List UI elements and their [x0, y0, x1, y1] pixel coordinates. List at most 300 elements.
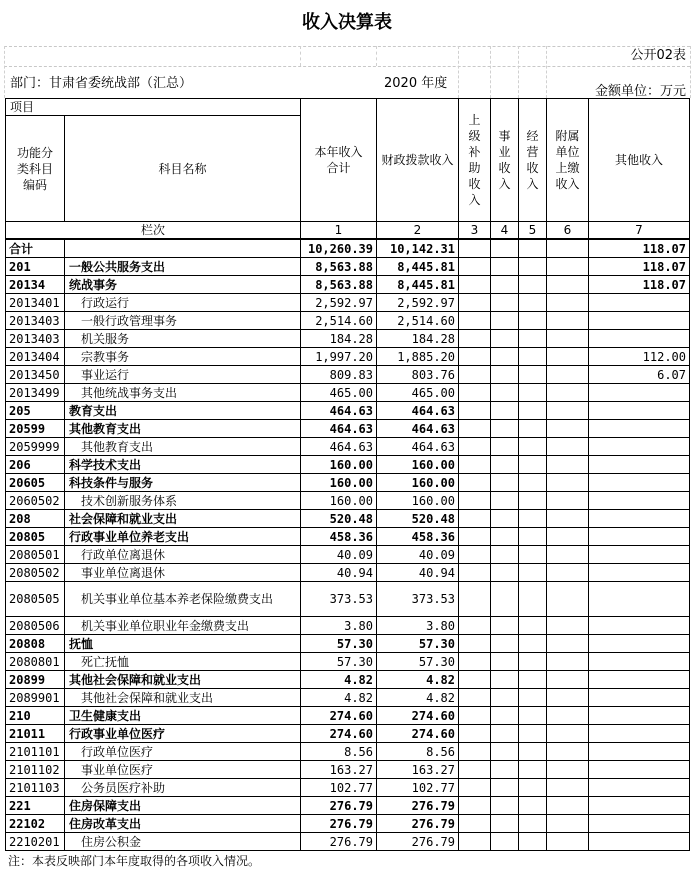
row-other: [589, 564, 690, 582]
row-name: 公务员医疗补助: [65, 779, 301, 797]
col-num: 2: [377, 222, 459, 239]
table-row: [6, 671, 690, 689]
row-business: [491, 348, 519, 366]
grid-line: [4, 46, 690, 47]
row-fiscal: 57.30: [377, 653, 459, 671]
row-name: 科技条件与服务: [65, 474, 301, 492]
table-row: [6, 348, 690, 366]
row-fiscal: 160.00: [377, 474, 459, 492]
row-business: [491, 312, 519, 330]
row-fiscal: 803.76: [377, 366, 459, 384]
row-business: [491, 294, 519, 312]
row-superior: [459, 402, 491, 420]
row-operating: [519, 797, 547, 815]
row-business: [491, 438, 519, 456]
row-name: 技术创新服务体系: [65, 492, 301, 510]
row-subsidiary: [547, 617, 589, 635]
row-name: 抚恤: [65, 635, 301, 653]
row-name: 一般公共服务支出: [65, 258, 301, 276]
row-business: [491, 635, 519, 653]
row-subsidiary: [547, 456, 589, 474]
table-row: [6, 779, 690, 797]
table-row: [6, 402, 690, 420]
row-income: 160.00: [301, 492, 377, 510]
col-num: 7: [589, 222, 690, 239]
row-other: [589, 492, 690, 510]
header-business: 事业收入: [491, 99, 519, 222]
row-fiscal: 464.63: [377, 438, 459, 456]
row-business: [491, 833, 519, 851]
row-subsidiary: [547, 258, 589, 276]
table-row: [6, 384, 690, 402]
row-operating: [519, 743, 547, 761]
row-code: 206: [6, 456, 65, 474]
row-other: [589, 438, 690, 456]
row-operating: [519, 240, 547, 258]
row-superior: [459, 474, 491, 492]
row-name: 其他教育支出: [65, 420, 301, 438]
row-name: 行政单位医疗: [65, 743, 301, 761]
row-fiscal: 2,514.60: [377, 312, 459, 330]
row-income: 373.53: [301, 582, 377, 617]
row-income: 8.56: [301, 743, 377, 761]
row-business: [491, 240, 519, 258]
row-operating: [519, 689, 547, 707]
row-income: 2,592.97: [301, 294, 377, 312]
row-code: 21011: [6, 725, 65, 743]
header-subsidiary: 附属单位上缴收入: [547, 99, 589, 222]
row-income: 276.79: [301, 833, 377, 851]
row-other: [589, 294, 690, 312]
row-business: [491, 779, 519, 797]
row-superior: [459, 564, 491, 582]
table-row: [6, 725, 690, 743]
row-superior: [459, 743, 491, 761]
row-fiscal: 1,885.20: [377, 348, 459, 366]
row-superior: [459, 635, 491, 653]
row-operating: [519, 635, 547, 653]
row-name: 宗教事务: [65, 348, 301, 366]
row-superior: [459, 653, 491, 671]
row-operating: [519, 833, 547, 851]
header-other: 其他收入: [589, 99, 690, 222]
row-operating: [519, 761, 547, 779]
row-subsidiary: [547, 761, 589, 779]
header-operating: 经营收入: [519, 99, 547, 222]
row-subsidiary: [547, 689, 589, 707]
row-superior: [459, 582, 491, 617]
row-superior: [459, 240, 491, 258]
row-income: 3.80: [301, 617, 377, 635]
row-business: [491, 456, 519, 474]
row-fiscal: 4.82: [377, 689, 459, 707]
row-code: 2101101: [6, 743, 65, 761]
row-superior: [459, 492, 491, 510]
row-name: 其他统战事务支出: [65, 384, 301, 402]
row-business: [491, 815, 519, 833]
row-code: 2060502: [6, 492, 65, 510]
row-operating: [519, 725, 547, 743]
row-code: 2013499: [6, 384, 65, 402]
row-other: [589, 312, 690, 330]
row-superior: [459, 617, 491, 635]
row-superior: [459, 779, 491, 797]
row-income: 40.09: [301, 546, 377, 564]
row-code: 2080506: [6, 617, 65, 635]
row-other: [589, 546, 690, 564]
row-code: 20605: [6, 474, 65, 492]
row-name: 其他社会保障和就业支出: [65, 671, 301, 689]
table-row: [6, 833, 690, 851]
row-subsidiary: [547, 492, 589, 510]
row-subsidiary: [547, 528, 589, 546]
row-fiscal: 276.79: [377, 815, 459, 833]
row-operating: [519, 653, 547, 671]
form-number: 公开02表: [630, 48, 686, 63]
row-operating: [519, 779, 547, 797]
row-other: [589, 653, 690, 671]
row-business: [491, 420, 519, 438]
row-fiscal: 464.63: [377, 402, 459, 420]
row-fiscal: 465.00: [377, 384, 459, 402]
row-fiscal: 464.63: [377, 420, 459, 438]
row-superior: [459, 312, 491, 330]
header-fiscal: 财政拨款收入: [377, 99, 459, 222]
row-business: [491, 510, 519, 528]
row-fiscal: 458.36: [377, 528, 459, 546]
header-name: 科目名称: [65, 116, 301, 222]
row-subsidiary: [547, 743, 589, 761]
table-row: [6, 456, 690, 474]
row-business: [491, 653, 519, 671]
grid-line: [376, 46, 377, 66]
row-other: [589, 402, 690, 420]
row-subsidiary: [547, 510, 589, 528]
row-other: 6.07: [589, 366, 690, 384]
row-other: [589, 384, 690, 402]
header-item: 项目: [6, 99, 301, 116]
row-fiscal: 57.30: [377, 635, 459, 653]
row-business: [491, 743, 519, 761]
row-income: 458.36: [301, 528, 377, 546]
col-num: 3: [459, 222, 491, 239]
row-code: 20599: [6, 420, 65, 438]
row-other: 112.00: [589, 348, 690, 366]
table-row: [6, 635, 690, 653]
row-subsidiary: [547, 815, 589, 833]
row-income: 4.82: [301, 671, 377, 689]
row-other: [589, 743, 690, 761]
grid-line: [490, 46, 491, 98]
row-business: [491, 276, 519, 294]
row-subsidiary: [547, 384, 589, 402]
row-fiscal: 4.82: [377, 671, 459, 689]
row-business: [491, 797, 519, 815]
row-fiscal: 8.56: [377, 743, 459, 761]
row-operating: [519, 366, 547, 384]
table-row: [6, 546, 690, 564]
row-superior: [459, 420, 491, 438]
row-subsidiary: [547, 240, 589, 258]
table-row: [6, 797, 690, 815]
row-business: [491, 258, 519, 276]
row-subsidiary: [547, 671, 589, 689]
row-subsidiary: [547, 564, 589, 582]
grid-line: [458, 46, 459, 98]
table-row: [6, 330, 690, 348]
row-code: 20134: [6, 276, 65, 294]
row-name: 一般行政管理事务: [65, 312, 301, 330]
row-business: [491, 330, 519, 348]
row-superior: [459, 546, 491, 564]
row-income: 1,997.20: [301, 348, 377, 366]
row-code: 210: [6, 707, 65, 725]
row-superior: [459, 528, 491, 546]
row-income: 276.79: [301, 815, 377, 833]
row-income: 464.63: [301, 438, 377, 456]
row-name: 其他社会保障和就业支出: [65, 689, 301, 707]
row-fiscal: 40.94: [377, 564, 459, 582]
grid-line: [4, 66, 690, 67]
footnote: 注：本表反映部门本年度取得的各项收入情况。: [8, 854, 261, 868]
row-superior: [459, 348, 491, 366]
row-code: 合计: [6, 240, 65, 258]
table-row: [6, 617, 690, 635]
row-superior: [459, 815, 491, 833]
row-income: 57.30: [301, 635, 377, 653]
row-other: [589, 510, 690, 528]
row-other: [589, 456, 690, 474]
table-row: [6, 528, 690, 546]
row-superior: [459, 294, 491, 312]
row-name: 死亡抚恤: [65, 653, 301, 671]
row-name: 科学技术支出: [65, 456, 301, 474]
row-code: 2013450: [6, 366, 65, 384]
row-fiscal: 274.60: [377, 707, 459, 725]
row-fiscal: 3.80: [377, 617, 459, 635]
row-superior: [459, 366, 491, 384]
row-other: [589, 707, 690, 725]
row-name: 住房改革支出: [65, 815, 301, 833]
row-operating: [519, 438, 547, 456]
row-subsidiary: [547, 707, 589, 725]
row-subsidiary: [547, 474, 589, 492]
row-income: 57.30: [301, 653, 377, 671]
table-row: [6, 582, 690, 617]
row-fiscal: 8,445.81: [377, 276, 459, 294]
row-operating: [519, 348, 547, 366]
row-name: 行政事业单位医疗: [65, 725, 301, 743]
table-row: [6, 240, 690, 258]
row-income: 10,260.39: [301, 240, 377, 258]
row-name: 行政单位离退休: [65, 546, 301, 564]
header-superior: 上级补助收入: [459, 99, 491, 222]
row-name: 住房公积金: [65, 833, 301, 851]
row-income: 2,514.60: [301, 312, 377, 330]
row-business: [491, 474, 519, 492]
row-fiscal: 160.00: [377, 456, 459, 474]
row-name: 机关事业单位职业年金缴费支出: [65, 617, 301, 635]
row-other: [589, 815, 690, 833]
row-operating: [519, 420, 547, 438]
row-code: 2013403: [6, 312, 65, 330]
row-business: [491, 546, 519, 564]
col-num: 5: [519, 222, 547, 239]
row-name: 卫生健康支出: [65, 707, 301, 725]
row-superior: [459, 330, 491, 348]
col-num: 1: [301, 222, 377, 239]
row-code: 20899: [6, 671, 65, 689]
row-name: 机关服务: [65, 330, 301, 348]
table-row: [6, 815, 690, 833]
row-subsidiary: [547, 833, 589, 851]
row-fiscal: 163.27: [377, 761, 459, 779]
row-fiscal: 102.77: [377, 779, 459, 797]
row-income: 184.28: [301, 330, 377, 348]
header-row-label: 栏次: [6, 222, 301, 239]
row-fiscal: 274.60: [377, 725, 459, 743]
grid-line: [546, 46, 547, 98]
row-name: 教育支出: [65, 402, 301, 420]
row-name: 事业单位医疗: [65, 761, 301, 779]
row-operating: [519, 671, 547, 689]
row-operating: [519, 456, 547, 474]
row-business: [491, 528, 519, 546]
row-business: [491, 707, 519, 725]
row-name: 事业单位离退休: [65, 564, 301, 582]
row-code: 2210201: [6, 833, 65, 851]
row-income: 8,563.88: [301, 258, 377, 276]
row-fiscal: 276.79: [377, 833, 459, 851]
row-subsidiary: [547, 653, 589, 671]
header-income-total: 本年收入合计: [301, 99, 377, 222]
row-fiscal: 40.09: [377, 546, 459, 564]
row-income: 163.27: [301, 761, 377, 779]
row-other: [589, 582, 690, 617]
table-row: [6, 438, 690, 456]
row-fiscal: 276.79: [377, 797, 459, 815]
report-title: 收入决算表: [302, 12, 392, 33]
row-other: [589, 779, 690, 797]
row-other: [589, 617, 690, 635]
row-operating: [519, 474, 547, 492]
row-code: 2101102: [6, 761, 65, 779]
grid-line: [518, 46, 519, 98]
row-subsidiary: [547, 402, 589, 420]
table-header: [5, 98, 690, 239]
row-income: 102.77: [301, 779, 377, 797]
row-operating: [519, 294, 547, 312]
row-other: [589, 761, 690, 779]
row-other: [589, 635, 690, 653]
row-name: 行政事业单位养老支出: [65, 528, 301, 546]
row-business: [491, 366, 519, 384]
row-superior: [459, 689, 491, 707]
table-row: [6, 743, 690, 761]
row-subsidiary: [547, 797, 589, 815]
row-subsidiary: [547, 635, 589, 653]
row-superior: [459, 276, 491, 294]
row-other: [589, 474, 690, 492]
row-other: 118.07: [589, 240, 690, 258]
row-code: 208: [6, 510, 65, 528]
table-row: [6, 707, 690, 725]
row-income: 464.63: [301, 402, 377, 420]
row-superior: [459, 258, 491, 276]
table-row: [6, 258, 690, 276]
row-superior: [459, 707, 491, 725]
row-operating: [519, 312, 547, 330]
row-operating: [519, 384, 547, 402]
table-row: [6, 366, 690, 384]
row-name: 其他教育支出: [65, 438, 301, 456]
row-operating: [519, 258, 547, 276]
row-code: 2080505: [6, 582, 65, 617]
row-name: 事业运行: [65, 366, 301, 384]
row-subsidiary: [547, 348, 589, 366]
row-name: 社会保障和就业支出: [65, 510, 301, 528]
row-fiscal: 10,142.31: [377, 240, 459, 258]
row-superior: [459, 510, 491, 528]
row-operating: [519, 564, 547, 582]
fiscal-year: 2020 年度: [384, 76, 448, 91]
col-num: 4: [491, 222, 519, 239]
row-subsidiary: [547, 438, 589, 456]
row-superior: [459, 438, 491, 456]
amount-unit: 金额单位：万元: [594, 84, 686, 99]
row-fiscal: 520.48: [377, 510, 459, 528]
row-code: 20808: [6, 635, 65, 653]
row-other: 118.07: [589, 276, 690, 294]
header-code: 功能分类科目编码: [6, 116, 65, 222]
row-operating: [519, 815, 547, 833]
row-code: 2080501: [6, 546, 65, 564]
table-row: [6, 761, 690, 779]
row-subsidiary: [547, 779, 589, 797]
department-label: 部门：甘肃省委统战部（汇总）: [10, 76, 193, 91]
row-code: 20805: [6, 528, 65, 546]
row-business: [491, 384, 519, 402]
table-row: [6, 510, 690, 528]
grid-line: [4, 46, 5, 98]
table-row: [6, 294, 690, 312]
table-row: [6, 689, 690, 707]
row-subsidiary: [547, 312, 589, 330]
row-income: 276.79: [301, 797, 377, 815]
row-other: 118.07: [589, 258, 690, 276]
row-superior: [459, 833, 491, 851]
row-code: 2013404: [6, 348, 65, 366]
row-income: 274.60: [301, 725, 377, 743]
row-fiscal: 160.00: [377, 492, 459, 510]
row-superior: [459, 725, 491, 743]
row-other: [589, 671, 690, 689]
row-income: 8,563.88: [301, 276, 377, 294]
col-num: 6: [547, 222, 589, 239]
row-other: [589, 330, 690, 348]
row-name: 统战事务: [65, 276, 301, 294]
row-superior: [459, 671, 491, 689]
row-income: 274.60: [301, 707, 377, 725]
row-subsidiary: [547, 420, 589, 438]
row-income: 465.00: [301, 384, 377, 402]
row-name: 行政运行: [65, 294, 301, 312]
row-superior: [459, 797, 491, 815]
row-fiscal: 184.28: [377, 330, 459, 348]
table-row: [6, 653, 690, 671]
row-income: 160.00: [301, 474, 377, 492]
row-subsidiary: [547, 582, 589, 617]
